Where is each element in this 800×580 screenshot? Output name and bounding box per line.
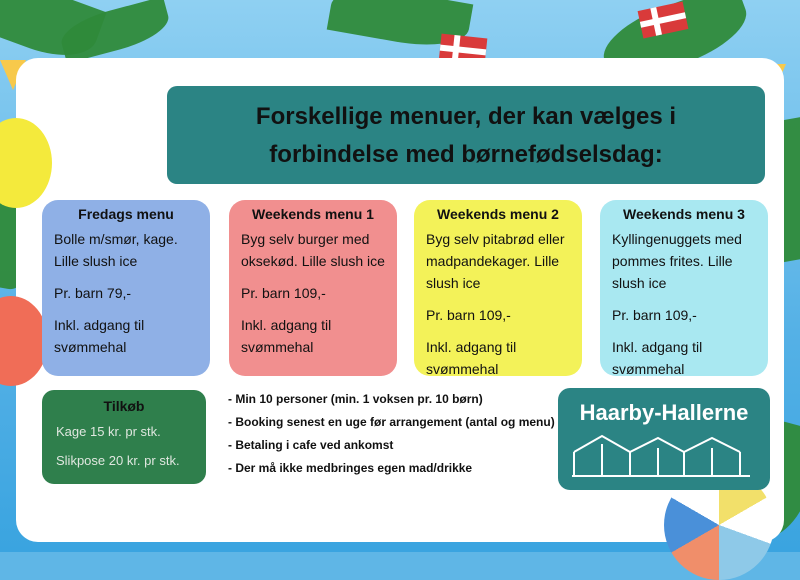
menu-inclusion: Inkl. adgang til svømmehal — [241, 317, 332, 355]
menu-card-weekend-2 — [414, 200, 582, 376]
menu-description: Bolle m/smør, kage. Lille slush ice — [54, 231, 178, 269]
menu-price: Pr. barn 109,- — [426, 307, 511, 323]
rule-item: - Betaling i cafe ved ankomst — [228, 438, 394, 452]
tilkob-heading: Tilkøb — [103, 398, 145, 414]
rule-item: - Der må ikke medbringes egen mad/drikke — [228, 461, 473, 475]
menu-description: Byg selv burger med oksekød. Lille slush ice — [241, 231, 385, 269]
tilkob-item: Kage 15 kr. pr stk. — [56, 424, 161, 439]
menu-inclusion: Inkl. adgang til svømmehal — [426, 339, 517, 377]
menu-card-weekend-1 — [229, 200, 397, 376]
menu-card-weekend-3 — [600, 200, 768, 376]
menu-card-fredags — [42, 200, 210, 376]
page-title — [167, 86, 765, 184]
menu-heading: Fredags menu — [78, 206, 174, 222]
menu-heading: Weekends menu 3 — [623, 206, 745, 222]
tilkob-box — [42, 390, 206, 484]
logo-name: Haarby-Hallerne — [579, 400, 749, 425]
title-line-2: forbindelse med børnefødselsdag: — [269, 141, 663, 168]
menu-price: Pr. barn 79,- — [54, 285, 132, 301]
menu-inclusion: Inkl. adgang til svømmehal — [54, 317, 145, 355]
title-line-1: Forskellige menuer, der kan vælges i — [255, 103, 677, 130]
menu-price: Pr. barn 109,- — [241, 285, 326, 301]
menu-price: Pr. barn 109,- — [612, 307, 697, 323]
menu-heading: Weekends menu 2 — [437, 206, 559, 222]
tilkob-item: Slikpose 20 kr. pr stk. — [56, 453, 180, 468]
menu-description: Byg selv pitabrød eller madpandekager. Lille slush ice — [426, 231, 565, 291]
menu-inclusion: Inkl. adgang til svømmehal — [612, 339, 703, 377]
menu-heading: Weekends menu 1 — [252, 206, 374, 222]
rule-item: - Min 10 personer (min. 1 voksen pr. 10 børn) — [228, 392, 483, 406]
building-outline-icon — [572, 432, 752, 478]
haarby-hallerne-logo — [558, 388, 770, 490]
menu-description: Kyllingenuggets med pommes frites. Lille slush ice — [612, 231, 742, 291]
booking-rules-list — [228, 392, 555, 484]
rule-item: - Booking senest en uge før arrangement (antal og menu) — [228, 415, 555, 429]
